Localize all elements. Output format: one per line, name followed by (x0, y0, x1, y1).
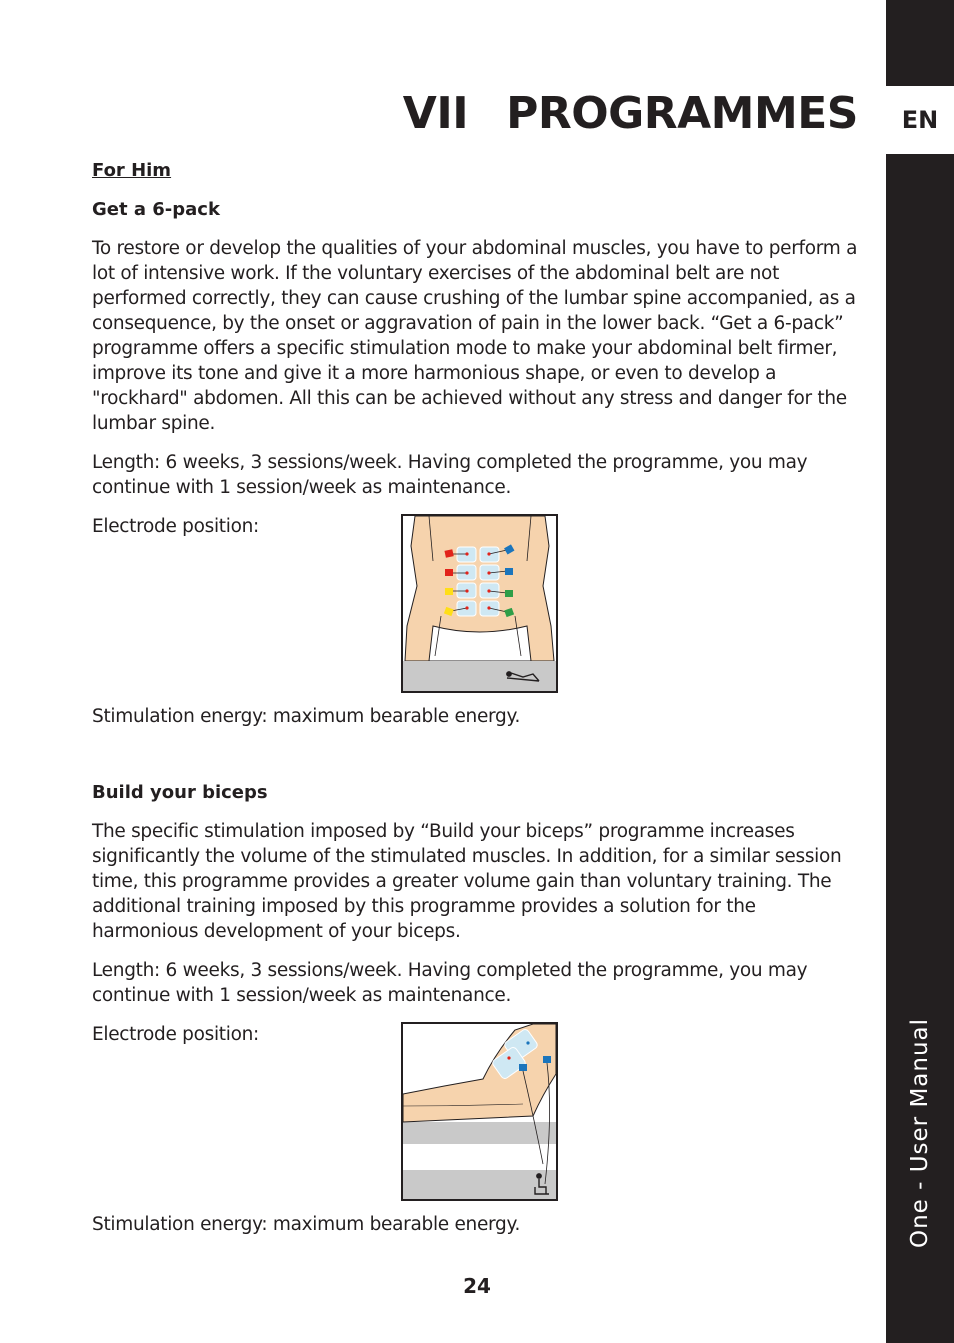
manual-side-label: One - User Manual (907, 1017, 933, 1249)
language-badge: EN (886, 86, 954, 154)
page-number: 24 (463, 1274, 491, 1298)
programme-description: The specific stimulation imposed by “Build your biceps” programme increases significantly the volume of the stimulated muscles. In addition, for a similar session time, this programme provides a greater volume gain than voluntary training. The additional training imposed by this programme provides a solution for the harmonious development of your biceps. (92, 821, 842, 942)
electrode-label: Electrode position: (92, 516, 259, 537)
electrode-row (92, 514, 864, 692)
electrode-label: Electrode position: (92, 1024, 259, 1045)
chapter-number: VII (402, 88, 469, 139)
programme-energy: Stimulation energy: maximum bearable energy. (92, 706, 521, 727)
programme-title: Get a 6-pack (92, 199, 220, 220)
page-title (403, 88, 858, 139)
abdomen-illustration (403, 516, 556, 691)
main-content (92, 158, 864, 1237)
programme-length: Length: 6 weeks, 3 sessions/week. Having completed the programme, you may continue with 1 session/week as maintenance. (92, 452, 808, 498)
programme-description: To restore or develop the qualities of your abdominal muscles, you have to perform a lot of intensive work. If the voluntary exercises of the abdominal belt are not performed correctly, they can cause crushing of the lumbar spine accompanied, as a consequence, by the onset or aggravation of pain in the lower back. “Get a 6-pack” programme offers a specific stimulation mode to make your abdominal belt firmer, improve its tone and give it a more harmonious shape, or even to develop a "rockhard" abdomen. All this can be achieved without any stress and danger for the lumbar spine. (92, 238, 858, 434)
electrode-diagram-biceps (401, 1022, 558, 1201)
programme-title: Build your biceps (92, 782, 268, 803)
section-title: For Him (92, 160, 172, 181)
programme-energy: Stimulation energy: maximum bearable energy. (92, 1214, 521, 1235)
chapter-title: PROGRAMMES (506, 88, 858, 139)
arm-illustration (403, 1024, 556, 1199)
electrode-row (92, 1022, 864, 1200)
electrode-diagram-abdomen (401, 514, 558, 693)
programme-length: Length: 6 weeks, 3 sessions/week. Having completed the programme, you may continue with 1 session/week as maintenance. (92, 960, 808, 1006)
